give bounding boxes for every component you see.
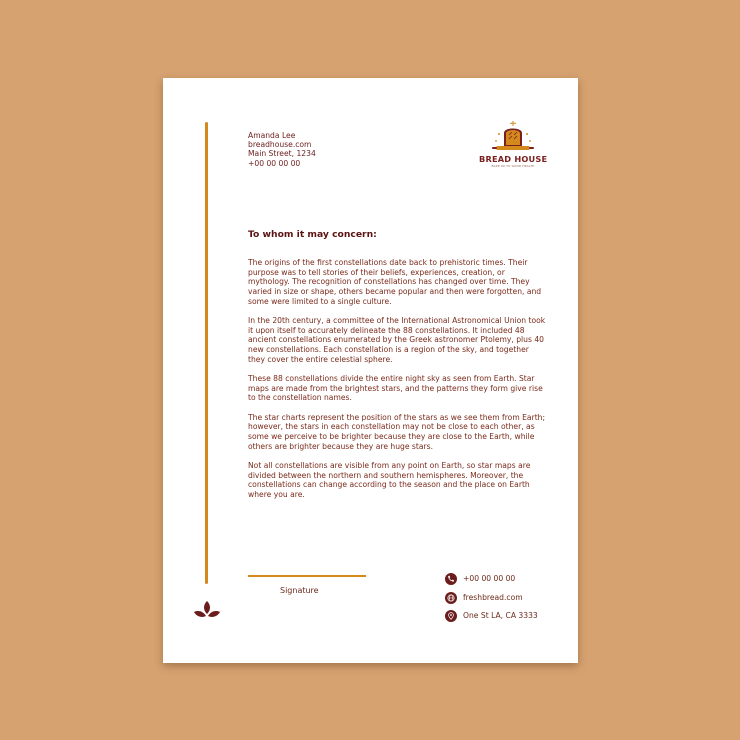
bread-house-logo: [479, 120, 547, 174]
contact-website: [445, 591, 523, 604]
paragraph: These 88 constellations divide the entire night sky as seen from Earth. Star maps are made from the brightest stars, and the patterns they form give rise to the constellation names.: [248, 374, 543, 403]
paragraph: In the 20th century, a committee of the International Astronomical Union took it upon itself to accurately delineate the 88 constellations. It included 48 ancient constellations enumerated by the Greek astronomer Ptolemy, plus 40 new constellations. Each constellation is a region of the sky, and together they cover the entire celestial sphere.: [248, 316, 546, 364]
letterhead-page: [163, 78, 578, 663]
leaf-icon: [193, 598, 221, 626]
logo-tagline: BAKE UP TO GOOD HEALTH: [491, 164, 535, 168]
sender-name: Amanda Lee: [248, 131, 296, 140]
letter-body: [248, 258, 548, 509]
logo-name: BREAD HOUSE: [479, 154, 548, 164]
paragraph: The origins of the first constellations date back to prehistoric times. Their purpose was to tell stories of their beliefs, experiences, creation, or mythology. The recognition of constellations has changed over time. They varied in size or shape, others became popular and then were forgotten, and some were limited to a single culture.: [248, 258, 542, 306]
sender-website: breadhouse.com: [248, 140, 312, 150]
sender-phone: +00 00 00 00: [248, 158, 301, 168]
contact-phone-text: +00 00 00 00: [463, 574, 516, 583]
phone-icon: [445, 573, 457, 585]
contact-phone: [445, 572, 515, 585]
paragraph: Not all constellations are visible from any point on Earth, so star maps are divided between the northern and southern hemispheres. Moreover, the constellations can change according to the season and the place on Earth where you are.: [248, 460, 531, 500]
globe-icon: [445, 592, 457, 604]
salutation: To whom it may concern:: [248, 229, 377, 240]
signature-label: Signature: [280, 586, 319, 595]
sender-block: [248, 131, 316, 168]
accent-vertical-line: [205, 122, 208, 584]
signature-line: [248, 575, 366, 577]
contact-website-text: freshbread.com: [463, 593, 523, 602]
contact-address-text: One St LA, CA 3333: [463, 611, 538, 620]
location-pin-icon: [445, 610, 457, 622]
contact-address: [445, 609, 538, 622]
sender-street: Main Street, 1234: [248, 149, 316, 159]
bread-loaf-icon: [489, 120, 537, 154]
paragraph: The star charts represent the position of the stars as we see them from Earth; however, the stars in each constellation may not be close to each other, as some we perceive to be brighter because they are close to the Earth, while others are brighter because they are huge stars.: [248, 412, 546, 451]
